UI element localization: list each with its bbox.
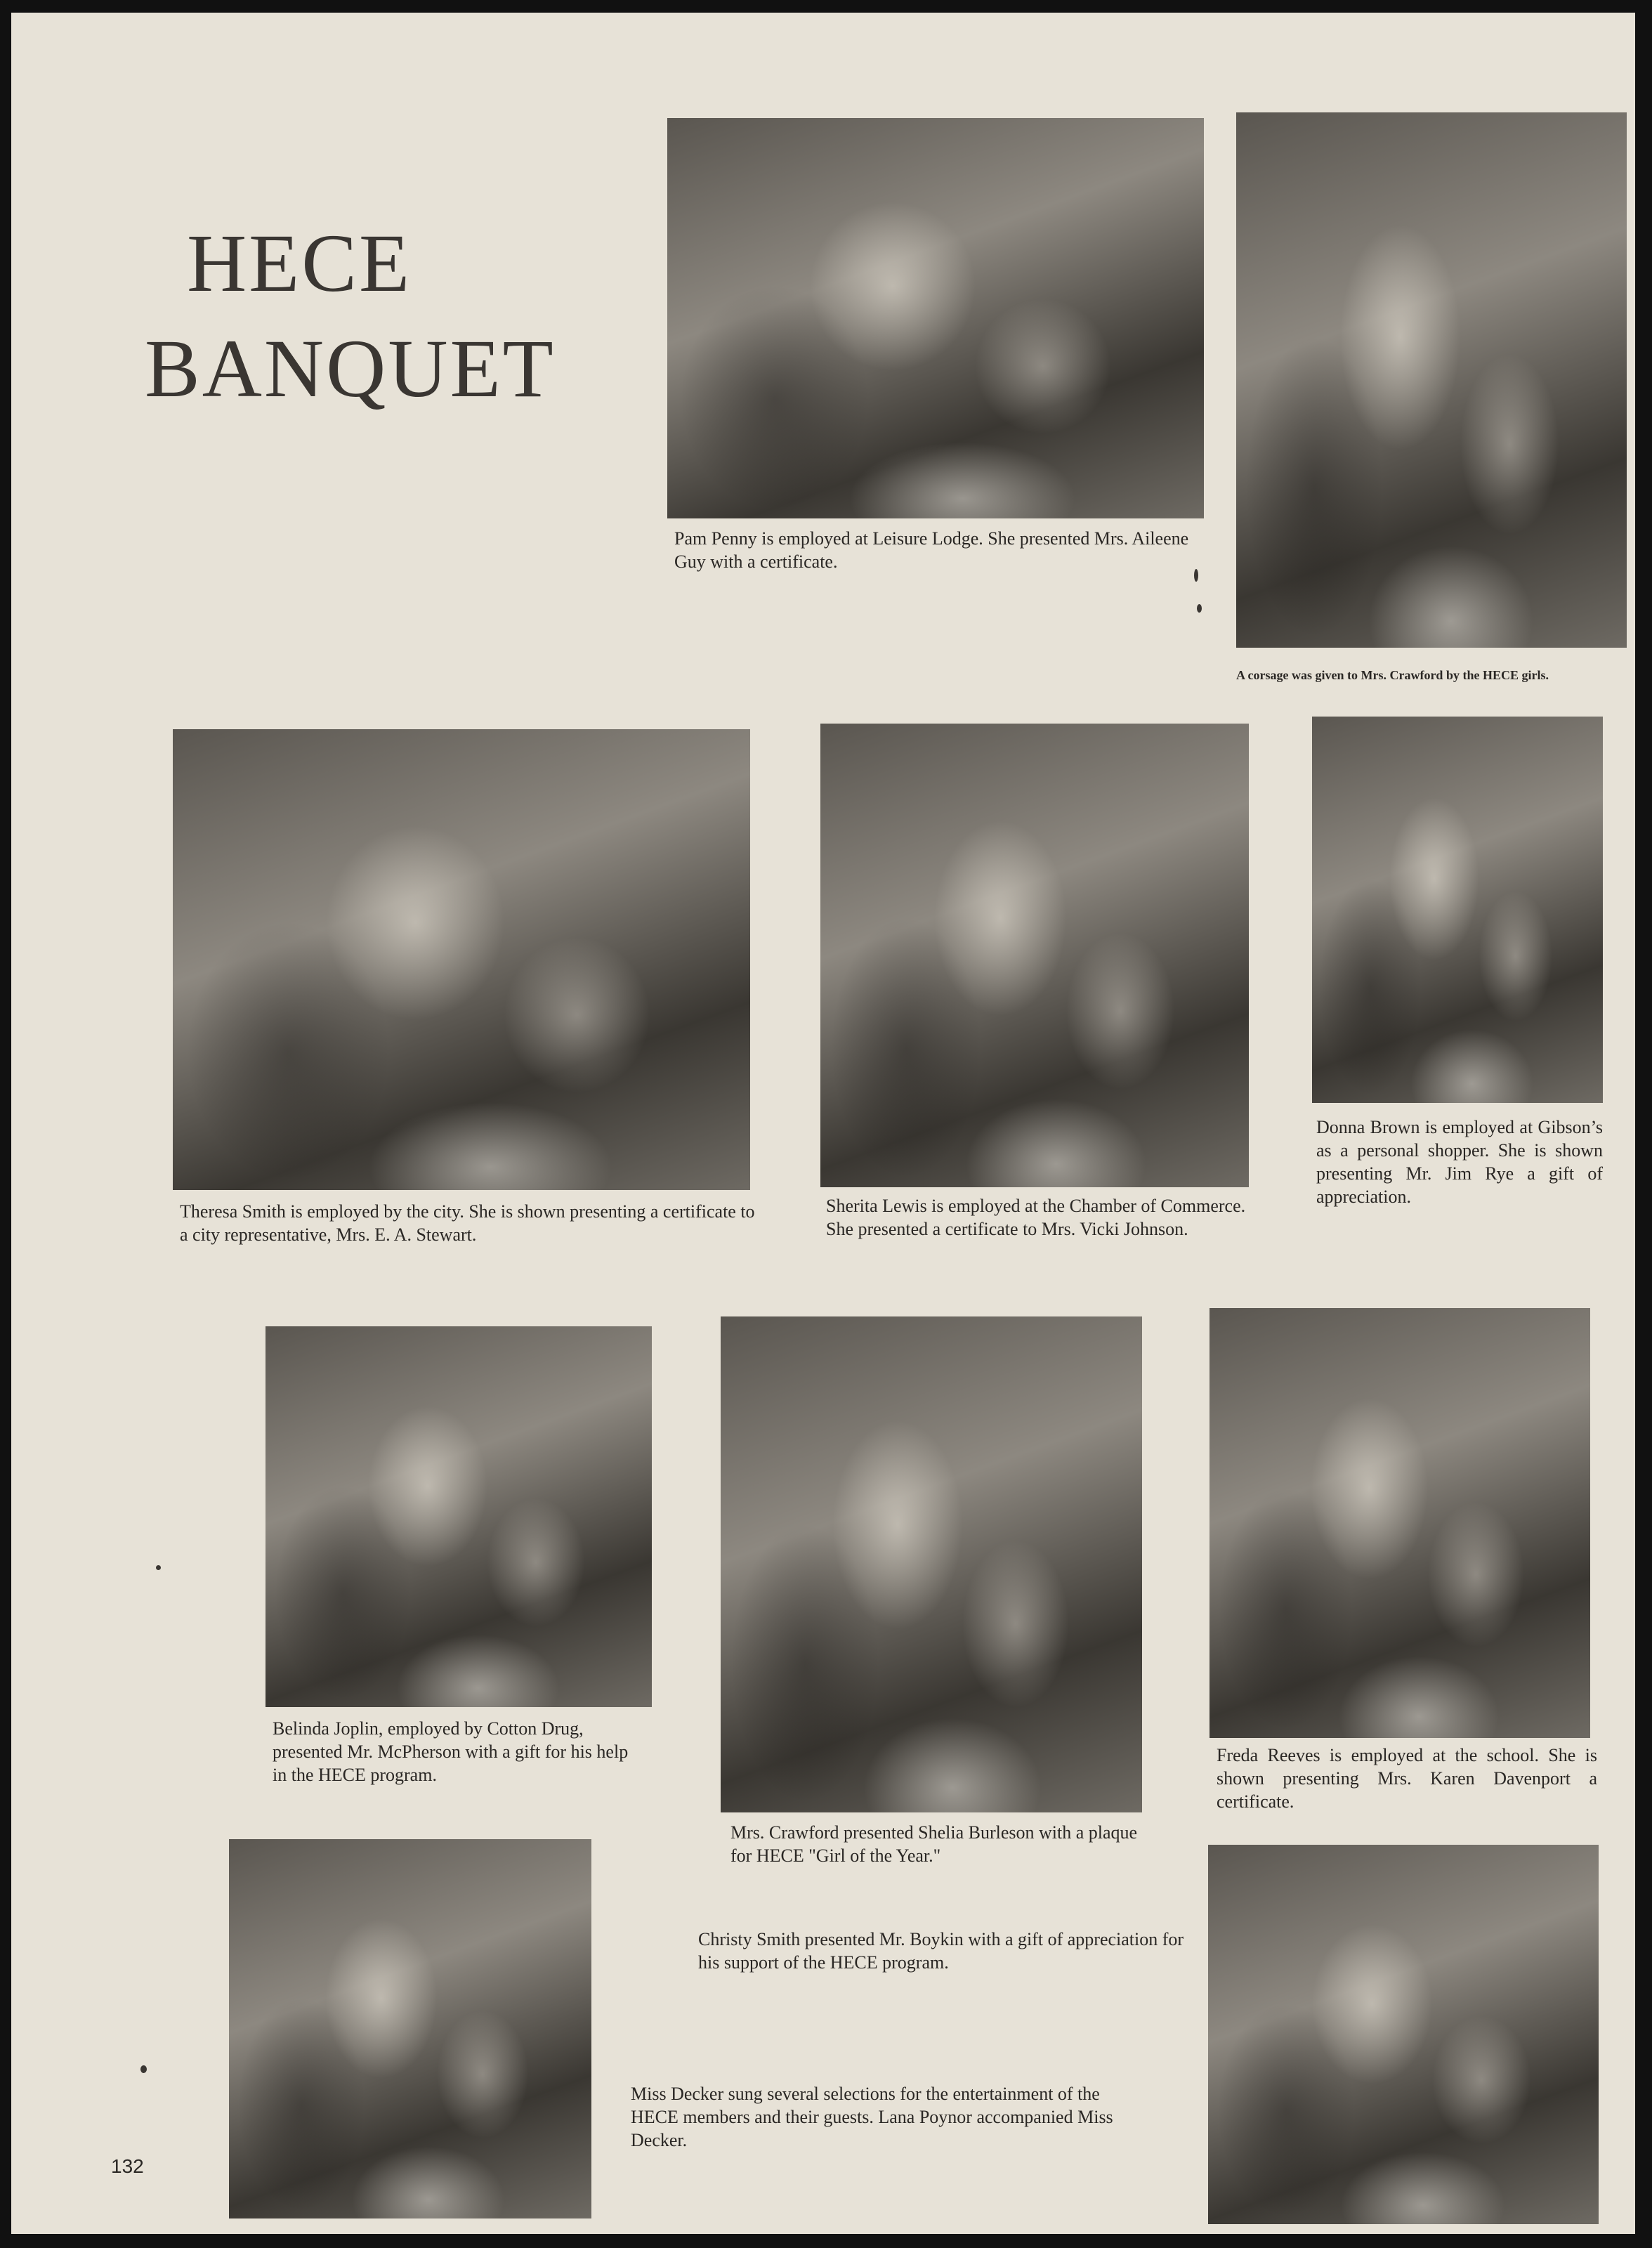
caption-donna-brown: Donna Brown is employed at Gibson’s as a personal shopper. She is shown presenting Mr. Jim Rye a gift of appreciation. <box>1316 1117 1603 1207</box>
photo-sherita-lewis <box>820 724 1249 1187</box>
caption-belinda-joplin: Belinda Joplin, employed by Cotton Drug, presented Mr. McPherson with a gift for his help in the HECE program. <box>273 1718 629 1785</box>
caption-sherita-lewis: Sherita Lewis is employed at the Chamber of Commerce. She presented a certificate to Mrs. Vicki Johnson. <box>826 1196 1246 1239</box>
caption-corsage: A corsage was given to Mrs. Crawford by the HECE girls. <box>1236 668 1549 682</box>
ink-speck <box>156 1565 161 1570</box>
caption-pam-penny: Pam Penny is employed at Leisure Lodge. She presented Mrs. Aileene Guy with a certificate. <box>674 528 1189 572</box>
photo-christy-smith <box>1208 1845 1599 2224</box>
photo-theresa-smith <box>173 729 750 1190</box>
photo-miss-decker <box>229 1839 591 2218</box>
caption-theresa-smith: Theresa Smith is employed by the city. She is shown presenting a certificate to a city representative, Mrs. E. A. Stewart. <box>180 1201 755 1245</box>
page-title-line-1: HECE <box>186 217 412 309</box>
photo-shelia-burleson <box>721 1316 1142 1812</box>
yearbook-page <box>11 13 1635 2234</box>
photo-corsage <box>1236 112 1627 648</box>
caption-freda-reeves: Freda Reeves is employed at the school. She is shown presenting Mrs. Karen Davenport a certificate. <box>1217 1745 1597 1812</box>
page-title-line-2: BANQUET <box>145 322 556 414</box>
photo-donna-brown <box>1312 717 1603 1103</box>
photo-pam-penny <box>667 118 1204 518</box>
photo-freda-reeves <box>1210 1308 1590 1738</box>
page-number: 132 <box>111 2155 144 2177</box>
caption-shelia-burleson: Mrs. Crawford presented Shelia Burleson with a plaque for HECE "Girl of the Year." <box>730 1822 1138 1866</box>
photo-belinda-joplin <box>266 1326 652 1707</box>
caption-christy-smith: Christy Smith presented Mr. Boykin with a gift of appreciation for his support of the HECE program. <box>698 1929 1184 1973</box>
ink-speck <box>140 2065 147 2073</box>
caption-miss-decker: Miss Decker sung several selections for the entertainment of the HECE members and their guests. Lana Poynor accompanied Miss Decker. <box>631 2084 1113 2150</box>
ink-speck <box>1197 604 1202 613</box>
ink-speck <box>1194 569 1198 582</box>
page-title <box>145 211 556 422</box>
